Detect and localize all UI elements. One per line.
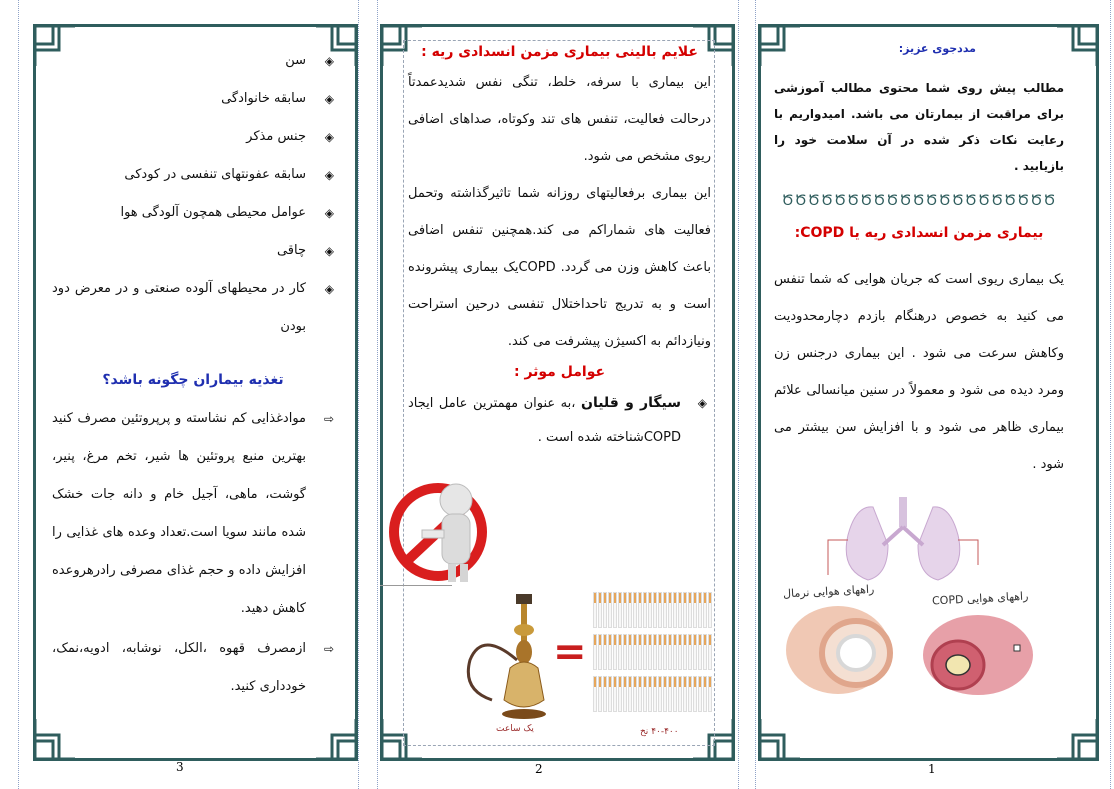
cigarette xyxy=(633,592,637,628)
cigarette xyxy=(673,634,677,670)
cigarette xyxy=(678,634,682,670)
nutrition-text: موادغذایی کم نشاسته و پرپروتئین مصرف کنید بهترین منبع پروتئین ها شیر، تخم مرغ، پنیر، گوشت، ماهی، آجیل خام و دانه جات خشک شده مانند سویا است.تعداد وعده های غذایی را افزایش داده و حجم غذای مصرفی رادرهروعده کاهش دهید. xyxy=(52,411,306,616)
cigarette xyxy=(598,634,602,670)
symptoms-title: علایم بالینی بیماری مزمن انسدادی ریه : xyxy=(421,44,698,60)
cigarette xyxy=(698,634,702,670)
cigarette xyxy=(603,676,607,712)
cigarette xyxy=(703,676,707,712)
page-number: 1 xyxy=(928,762,936,776)
cigarette xyxy=(648,634,652,670)
cigarette xyxy=(708,592,712,628)
page-3-content xyxy=(52,42,334,708)
cigarette xyxy=(683,676,687,712)
bullet-symbol: ◈ xyxy=(324,282,334,296)
cigarette xyxy=(628,634,632,670)
caption-cigarettes: ۴۰-۴۰۰ نخ xyxy=(640,727,679,737)
cigarette-pack-row xyxy=(593,676,713,712)
cigarette xyxy=(633,676,637,712)
cigarette xyxy=(608,676,612,712)
cigarette xyxy=(638,592,642,628)
factor-item xyxy=(408,386,711,455)
cigarette xyxy=(608,592,612,628)
cigarette xyxy=(618,592,622,628)
page-guide-line xyxy=(18,0,19,789)
cigarette xyxy=(653,676,657,712)
cigarette xyxy=(668,592,672,628)
cigarette xyxy=(608,634,612,670)
cigarette xyxy=(663,676,667,712)
risk-factor-list xyxy=(52,42,334,346)
risk-factor-item xyxy=(52,232,334,270)
cigarette xyxy=(663,634,667,670)
corner-ornament xyxy=(314,717,358,761)
copd-definition: یک بیماری ریوی است که جریان هوایی که شما تنفس می کنید به خصوص درهنگام بازدم دچارمحدودیت وکاهش سرعت می شود . این بیماری درجنس زن ومرد دیده می شود و معمولاً در سنین میانسالی علائم بیماری ظاهر می شود و با افزایش سن بیشتر می شود . xyxy=(774,272,1064,472)
risk-factor-item xyxy=(52,270,334,346)
page-guide-line xyxy=(1110,0,1111,789)
cigarette xyxy=(613,676,617,712)
cigarette xyxy=(623,676,627,712)
ornament-divider: ԾԾԾԾԾԾԾԾԾԾԾԾԾԾԾԾԾԾԾԾԾ xyxy=(781,193,1057,209)
nutrition-item xyxy=(52,630,334,706)
nutrition-text: ازمصرف قهوه ،الکل، نوشابه، ادویه،نمک، خودداری کنید. xyxy=(52,641,306,694)
cigarette xyxy=(643,592,647,628)
corner-ornament xyxy=(1055,717,1099,761)
cigarette xyxy=(658,634,662,670)
risk-factor-text: کار در محیطهای آلوده صنعتی و در معرض دود بودن xyxy=(52,281,306,334)
bullet-symbol: ◈ xyxy=(324,54,334,68)
cigarette xyxy=(668,634,672,670)
cigarette-pack-row xyxy=(593,592,713,628)
cigarette xyxy=(683,592,687,628)
bullet-symbol: ◈ xyxy=(324,168,334,182)
page-number: 2 xyxy=(535,762,543,776)
risk-factor-item xyxy=(52,194,334,232)
no-smoking-illustration xyxy=(388,470,498,585)
greeting: مددجوی عزیز: xyxy=(898,42,976,55)
risk-factor-text: عوامل محیطی همچون آلودگی هوا xyxy=(120,205,306,220)
cigarette xyxy=(658,592,662,628)
cigarette xyxy=(603,592,607,628)
risk-factor-item xyxy=(52,118,334,156)
factor-bold: سیگار و قلیان xyxy=(581,395,681,411)
cigarette xyxy=(643,676,647,712)
factor-text: ،به عنوان مهمترین عامل ایجاد COPDشناخته شده است . xyxy=(408,396,681,445)
corner-ornament xyxy=(758,717,802,761)
cigarette xyxy=(673,676,677,712)
page-guide-line xyxy=(755,0,756,789)
page-1-content xyxy=(774,42,1064,483)
cigarette xyxy=(598,676,602,712)
page-number: 3 xyxy=(176,760,184,774)
cigarette xyxy=(628,592,632,628)
risk-factor-text: چاقی xyxy=(276,243,306,258)
cigarette xyxy=(703,592,707,628)
bullet-symbol: ◈ xyxy=(324,244,334,258)
cigarette xyxy=(693,592,697,628)
cigarette xyxy=(668,676,672,712)
risk-factor-text: سن xyxy=(285,53,306,68)
page-2-content xyxy=(408,44,711,455)
arrow-symbol: ⇨ xyxy=(323,642,334,656)
risk-factor-item xyxy=(52,80,334,118)
cigarette xyxy=(653,634,657,670)
cigarette xyxy=(698,676,702,712)
risk-factor-text: سابقه خانوادگی xyxy=(221,91,306,106)
cigarette xyxy=(623,634,627,670)
cigarette xyxy=(658,676,662,712)
page-guide-line xyxy=(738,0,739,789)
cigarette xyxy=(693,634,697,670)
cigarette-pack-row xyxy=(593,634,713,670)
caption-hookah: یک ساعت xyxy=(496,724,534,734)
cigarette xyxy=(683,634,687,670)
cigarette xyxy=(593,592,597,628)
nutrition-item xyxy=(52,400,334,628)
cigarette xyxy=(703,634,707,670)
cigarette xyxy=(678,676,682,712)
risk-factor-item xyxy=(52,42,334,80)
copd-title: بیماری مزمن انسدادی ریه یا COPD: xyxy=(794,225,1044,241)
cigarette xyxy=(708,634,712,670)
cigarette xyxy=(688,634,692,670)
nutrition-list xyxy=(52,400,334,706)
page-guide-line xyxy=(377,0,378,789)
cigarette xyxy=(613,634,617,670)
corner-ornament xyxy=(33,717,77,761)
intro-text: مطالب پیش روی شما محتوی مطالب آموزشی برای مراقبت از بیمارتان می باشد. امیدواریم با رعایت نکات ذکر شده در آن سلامت خود را بازیابید . xyxy=(774,81,1064,173)
cigarette xyxy=(613,592,617,628)
cigarette xyxy=(698,592,702,628)
cigarette xyxy=(618,676,622,712)
figure-baseline xyxy=(380,585,452,586)
cigarette xyxy=(618,634,622,670)
cigarette xyxy=(633,634,637,670)
bullet-symbol: ◈ xyxy=(324,206,334,220)
bullet-symbol: ◈ xyxy=(324,92,334,106)
symptoms-paragraph: این بیماری با سرفه، خلط، تنگی نفس شدیدعمدتاً درحالت فعالیت، تنفس های تند وکوتاه، صداهای اضافی ریوی مشخص می شود. xyxy=(408,75,711,164)
symptoms-paragraph: این بیماری برفعالیتهای روزانه شما تاثیرگذاشته وتحمل فعالیت های شماراکم می کند.همچنین تنفس اضافی باعث کاهش وزن می گردد. COPDیک بیماری پیشرونده است و به تدریج تاحداختلال تنفسی درحین استراحت ونیازدائم به اکسیژن پیشرفت می کند. xyxy=(408,186,711,349)
hookah-illustration xyxy=(462,590,562,725)
cigarette xyxy=(638,676,642,712)
cigarette xyxy=(688,676,692,712)
risk-factor-text: سابقه عفونتهای تنفسی در کودکی xyxy=(124,167,306,182)
arrow-symbol: ⇨ xyxy=(323,412,334,426)
page-guide-line xyxy=(358,0,359,789)
label-copd-airways: راههای هوایی COPD xyxy=(931,589,1029,608)
cigarette xyxy=(708,676,712,712)
factors-title: عوامل موثر : xyxy=(513,364,606,380)
cigarette xyxy=(598,592,602,628)
cigarette xyxy=(663,592,667,628)
cigarette xyxy=(673,592,677,628)
bullet-symbol: ◈ xyxy=(697,396,707,410)
cigarette xyxy=(643,634,647,670)
risk-factor-text: جنس مذکر xyxy=(246,129,306,144)
cigarette xyxy=(678,592,682,628)
cigarette xyxy=(593,634,597,670)
cigarette xyxy=(648,676,652,712)
cigarette xyxy=(628,676,632,712)
cigarette xyxy=(603,634,607,670)
label-normal-airways: راههای هوایی نرمال xyxy=(782,582,875,601)
risk-factor-item xyxy=(52,156,334,194)
equals-sign: = xyxy=(553,629,587,675)
cigarette xyxy=(653,592,657,628)
cigarette xyxy=(593,676,597,712)
bullet-symbol: ◈ xyxy=(324,130,334,144)
cigarette xyxy=(638,634,642,670)
cigarettes-illustration xyxy=(593,592,713,720)
cigarette xyxy=(693,676,697,712)
cigarette xyxy=(623,592,627,628)
cigarette xyxy=(688,592,692,628)
cigarette xyxy=(648,592,652,628)
nutrition-title: تغذیه بیماران چگونه باشد؟ xyxy=(102,372,284,388)
